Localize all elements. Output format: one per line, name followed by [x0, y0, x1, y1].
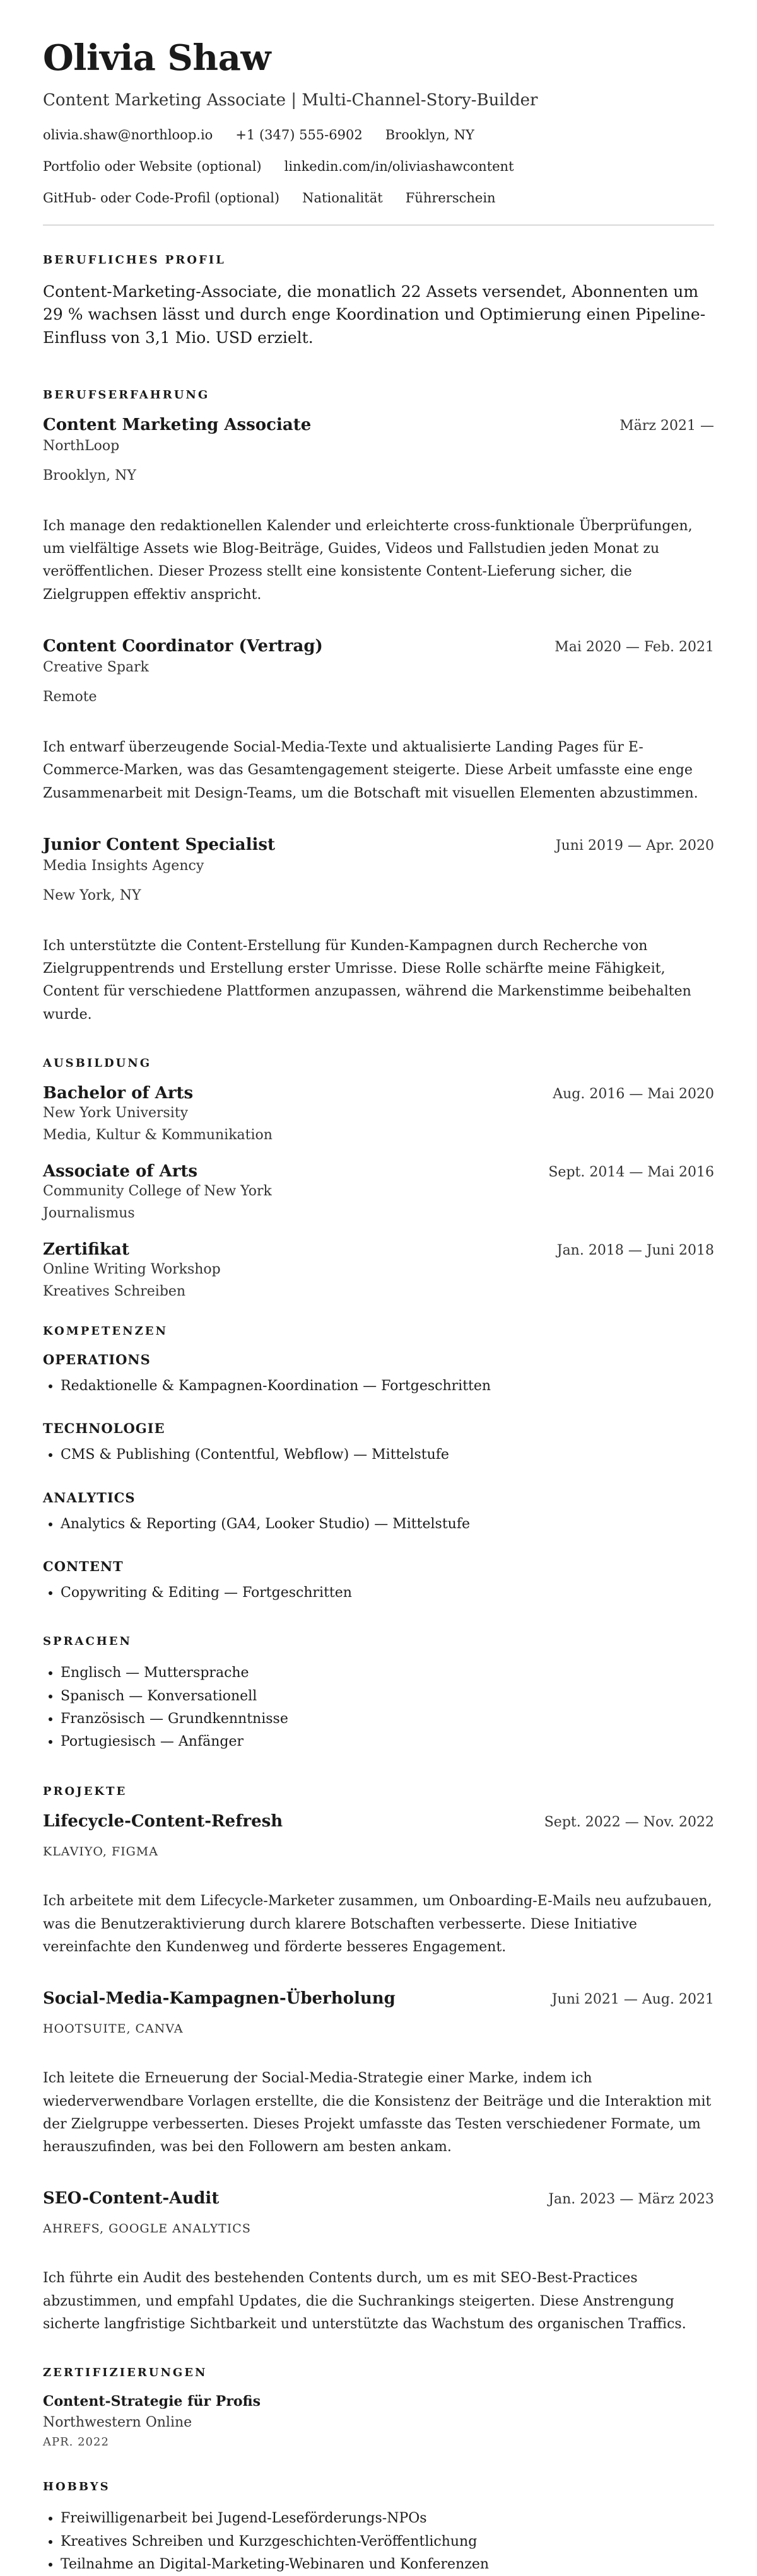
certifications-section-title: ZERTIFIZIERUNGEN: [43, 2366, 208, 2380]
school-name: Community College of New York: [43, 1183, 272, 1200]
job-company: Creative Spark: [43, 659, 149, 675]
certification-name: Content-Strategie für Profis: [43, 2393, 261, 2410]
contact-github[interactable]: GitHub- oder Code-Profil (optional): [43, 190, 280, 206]
job-description: Ich unterstützte die Content-Erstellung für Kunden-Kampagnen durch Recherche von Zielgruppentrends und Erstellung erster Umrisse. Diese Rolle schärfte meine Fähigkeit, Content für verschiedene Plattformen anzupassen, während die Markenstimme beibehalten wurde.: [43, 937, 691, 1023]
job-location: Brooklyn, NY: [43, 467, 136, 484]
skill-category-title: TECHNOLOGIE: [43, 1420, 165, 1437]
project-date: Jan. 2023 — März 2023: [548, 2191, 714, 2208]
experience-entry: [43, 415, 714, 606]
project-entry: [43, 1812, 714, 1959]
skill-category-title: CONTENT: [43, 1558, 124, 1574]
project-title: SEO-Content-Audit: [43, 2189, 220, 2208]
skill-list: [43, 1582, 714, 1604]
skills-section: [43, 1325, 714, 1604]
project-entry: [43, 1989, 714, 2159]
school-name: Online Writing Workshop: [43, 1262, 221, 1278]
language-item: • Englisch — Muttersprache: [61, 1662, 714, 1685]
project-description: Ich leitete die Erneuerung der Social-Media-Strategie einer Marke, indem ich wiederverwendbare Vorlagen erstellte, die die Konsistenz der Beiträge und die Interaktion mit der Zielgruppe verbesserten. Dieses Projekt umfasste das Testen verschiedener Formate, um herauszufinden, was bei den Followern am besten ankam.: [43, 2070, 712, 2155]
education-entry: [43, 1084, 714, 1143]
skill-item: • CMS & Publishing (Contentful, Webflow) — Mittelstufe: [61, 1444, 714, 1466]
project-tools: KLAVIYO, FIGMA: [43, 1845, 158, 1859]
degree-title: Bachelor of Arts: [43, 1084, 194, 1103]
skills-section-title: KOMPETENZEN: [43, 1325, 168, 1338]
projects-section-title: PROJEKTE: [43, 1785, 127, 1799]
certification-date: APR. 2022: [43, 2435, 109, 2449]
education-entry: [43, 1240, 714, 1299]
education-entry: [43, 1162, 714, 1221]
project-date: Juni 2021 — Aug. 2021: [551, 1992, 714, 2008]
language-list: [43, 1662, 714, 1753]
job-description: Ich entwarf überzeugende Social-Media-Texte und aktualisierte Landing Pages für E-Commerce-Marken, was das Gesamtengagement steigerte. Diese Arbeit umfasste eine enge Zusammenarbeit mit Design-Teams, um die Botschaft mit visuellen Elementen abzustimmen.: [43, 739, 698, 801]
job-title: Content Marketing Associate: [43, 415, 312, 434]
degree-title: Associate of Arts: [43, 1162, 198, 1181]
hobbies-section: [43, 2480, 714, 2576]
contact-row-2: [43, 159, 714, 174]
hobbies-section-title: HOBBYS: [43, 2480, 110, 2494]
education-section: [43, 1057, 714, 1299]
job-title: Content Coordinator (Vertrag): [43, 636, 323, 656]
contact-location: Brooklyn, NY: [385, 127, 474, 142]
contact-phone[interactable]: +1 (347) 555-6902: [235, 127, 363, 142]
job-date: Juni 2019 — Apr. 2020: [555, 837, 714, 854]
contact-email[interactable]: olivia.shaw@northloop.io: [43, 127, 213, 142]
skill-list: [43, 1375, 714, 1398]
project-tools: AHREFS, GOOGLE ANALYTICS: [43, 2222, 251, 2236]
study-field: Media, Kultur & Kommunikation: [43, 1127, 273, 1144]
study-field: Kreatives Schreiben: [43, 1284, 186, 1300]
project-title: Lifecycle-Content-Refresh: [43, 1812, 283, 1831]
project-title: Social-Media-Kampagnen-Überholung: [43, 1989, 396, 2009]
job-description: Ich manage den redaktionellen Kalender und erleichterte cross-funktionale Überprüfungen, um vielfältige Assets wie Blog-Beiträge, Guides, Videos und Fallstudien jeden Monat zu veröffentlichen. Dieser Prozess stellt eine konsistente Content-Lieferung sicher, die Zielgruppen effektiv anspricht.: [43, 518, 693, 603]
project-description: Ich arbeitete mit dem Lifecycle-Marketer zusammen, um Onboarding-E-Mails neu aufzubauen, was die Benutzeraktivierung durch klarere Botschaften verbesserte. Diese Initiative vereinfachte den Kundenweg und förderte besseres Engagement.: [43, 1893, 712, 1955]
job-date: Mai 2020 — Feb. 2021: [555, 639, 714, 655]
job-location: Remote: [43, 688, 97, 705]
projects-section: [43, 1785, 714, 2336]
project-date: Sept. 2022 — Nov. 2022: [544, 1814, 714, 1831]
language-item: • Spanisch — Konversationell: [61, 1685, 714, 1708]
project-tools: HOOTSUITE, CANVA: [43, 2022, 184, 2036]
contact-linkedin[interactable]: linkedin.com/in/oliviashawcontent: [284, 159, 514, 174]
experience-entry: [43, 637, 714, 805]
job-location: New York, NY: [43, 887, 141, 903]
skill-list: [43, 1513, 714, 1536]
hobby-item: • Kreatives Schreiben und Kurzgeschichten-Veröffentlichung: [61, 2531, 714, 2553]
job-company: NorthLoop: [43, 438, 120, 454]
experience-section-title: BERUFSERFAHRUNG: [43, 388, 210, 402]
certification-entry: [43, 2393, 714, 2449]
contact-row-1: [43, 127, 714, 142]
languages-section: [43, 1635, 714, 1753]
study-field: Journalismus: [43, 1205, 135, 1222]
skill-category-title: ANALYTICS: [43, 1489, 136, 1506]
language-item: • Portugiesisch — Anfänger: [61, 1731, 714, 1753]
degree-date: Jan. 2018 — Juni 2018: [556, 1243, 714, 1259]
candidate-name: Olivia Shaw: [43, 37, 271, 79]
experience-entry: [43, 835, 714, 1026]
experience-section: [43, 388, 714, 1026]
project-description: Ich führte ein Audit des bestehenden Contents durch, um es mit SEO-Best-Practices abzustimmen, und empfahl Updates, die die Suchrankings steigerten. Diese Anstrengung sicherte langfristige Sichtbarkeit und unterstützte das Wachstum des organischen Traffics.: [43, 2270, 686, 2333]
resume-header: [43, 37, 714, 206]
certifications-section: [43, 2366, 714, 2449]
skill-item: • Redaktionelle & Kampagnen-Koordination — Fortgeschritten: [61, 1375, 714, 1398]
job-company: Media Insights Agency: [43, 857, 204, 874]
candidate-headline: Content Marketing Associate | Multi-Channel-Story-Builder: [43, 91, 538, 110]
contact-row-3: [43, 190, 714, 206]
skill-list: [43, 1444, 714, 1466]
education-section-title: AUSBILDUNG: [43, 1057, 152, 1070]
school-name: New York University: [43, 1105, 189, 1122]
hobby-list: [43, 2507, 714, 2576]
certification-issuer: Northwestern Online: [43, 2415, 192, 2431]
languages-section-title: SPRACHEN: [43, 1635, 132, 1649]
profile-section: [43, 253, 714, 349]
skill-item: • Analytics & Reporting (GA4, Looker Studio) — Mittelstufe: [61, 1513, 714, 1536]
contact-license: Führerschein: [405, 190, 496, 206]
job-title: Junior Content Specialist: [43, 835, 275, 854]
skill-category-title: OPERATIONS: [43, 1352, 151, 1368]
degree-title: Zertifikat: [43, 1240, 129, 1260]
degree-date: Sept. 2014 — Mai 2016: [548, 1164, 714, 1181]
job-date: März 2021 —: [619, 417, 714, 434]
hobby-item: • Teilnahme an Digital-Marketing-Webinaren und Konferenzen: [61, 2553, 714, 2576]
degree-date: Aug. 2016 — Mai 2020: [553, 1086, 714, 1103]
header-divider: [43, 224, 714, 226]
contact-nationality: Nationalität: [302, 190, 383, 206]
skill-item: • Copywriting & Editing — Fortgeschritten: [61, 1582, 714, 1604]
project-entry: [43, 2189, 714, 2336]
contact-portfolio[interactable]: Portfolio oder Website (optional): [43, 159, 262, 174]
hobby-item: • Freiwilligenarbeit bei Jugend-Leseförderungs-NPOs: [61, 2507, 714, 2530]
profile-section-title: BERUFLICHES PROFIL: [43, 253, 226, 267]
profile-summary: Content-Marketing-Associate, die monatlich 22 Assets versendet, Abonnenten um 29 % wachsen lässt und durch enge Koordination und Optimierung einen Pipeline-Einfluss von 3,1 Mio. USD erzielt.: [43, 282, 706, 347]
language-item: • Französisch — Grundkenntnisse: [61, 1708, 714, 1731]
